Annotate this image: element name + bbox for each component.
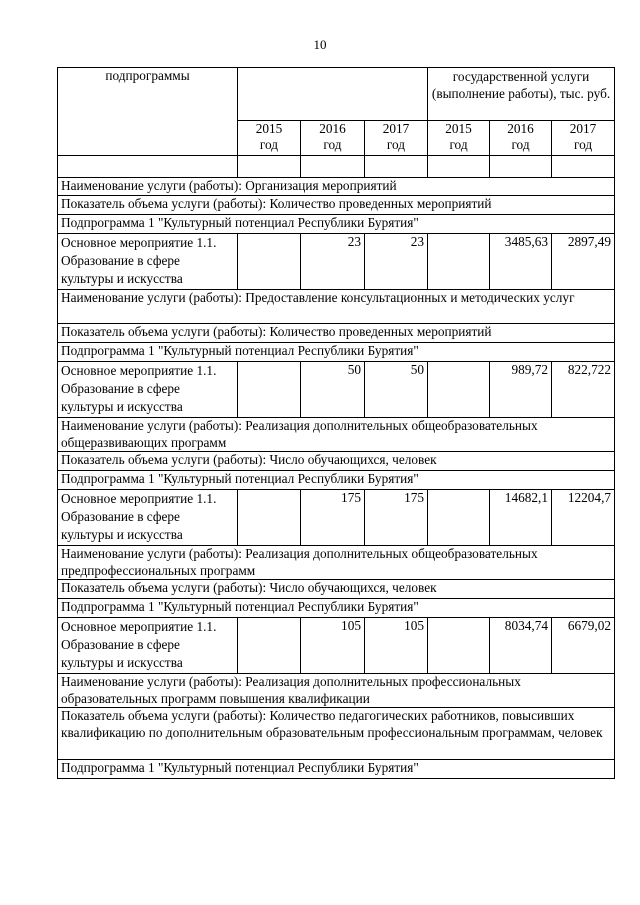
value-cell [238,490,301,546]
empty-cell [58,156,238,178]
volume-indicator-text: Показатель объема услуги (работы): Число обучающихся, человек [58,452,615,471]
empty-cell [428,156,490,178]
service-name-text: Наименование услуги (работы): Реализация дополнительных профессиональных образовательных программ повышения квалификации [58,674,615,708]
year-cell: 2016 год [301,121,365,156]
value-cell: 23 [301,234,365,290]
value-cell: 175 [365,490,428,546]
header-name-cell: подпрограммы [58,68,238,156]
value-cell [428,490,490,546]
subprogram-row [58,760,615,779]
value-cell: 14682,1 [490,490,552,546]
header-volume-cell [238,68,428,121]
volume-indicator-text: Показатель объема услуги (работы): Число обучающихся, человек [58,580,615,599]
volume-indicator-text: Показатель объема услуги (работы): Количество проведенных мероприятий [58,324,615,343]
service-name-text: Наименование услуги (работы): Предоставление консультационных и методических услуг [58,290,615,324]
subprogram-text: Подпрограмма 1 "Культурный потенциал Республики Бурятия" [58,471,615,490]
value-cell: 2897,49 [552,234,615,290]
value-cell [238,362,301,418]
service-name-row [58,418,615,452]
activity-name: Основное мероприятие 1.1. Образование в сфере культуры и искусства [58,618,238,674]
volume-indicator-row [58,452,615,471]
value-cell: 6679,02 [552,618,615,674]
volume-indicator-row [58,580,615,599]
volume-indicator-text: Показатель объема услуги (работы): Количество педагогических работников, повысивших квалификацию по дополнительным образовательным профессиональным программам, человек [58,708,615,760]
value-cell: 105 [365,618,428,674]
value-cell: 12204,7 [552,490,615,546]
activity-row [58,362,615,418]
activity-row [58,234,615,290]
year-cell: 2015 год [428,121,490,156]
subprogram-text: Подпрограмма 1 "Культурный потенциал Республики Бурятия" [58,215,615,234]
value-cell [428,618,490,674]
value-cell: 822,722 [552,362,615,418]
empty-cell [238,156,301,178]
value-cell: 8034,74 [490,618,552,674]
volume-indicator-row [58,324,615,343]
value-cell: 50 [301,362,365,418]
activity-name: Основное мероприятие 1.1. Образование в сфере культуры и искусства [58,490,238,546]
value-cell: 989,72 [490,362,552,418]
year-cell: 2017 год [365,121,428,156]
activity-row [58,618,615,674]
service-name-row [58,546,615,580]
empty-cell [301,156,365,178]
year-cell: 2017 год [552,121,615,156]
subprogram-row [58,599,615,618]
year-cell: 2016 год [490,121,552,156]
empty-cell [365,156,428,178]
service-name-text: Наименование услуги (работы): Организация мероприятий [58,178,615,196]
activity-name: Основное мероприятие 1.1. Образование в сфере культуры и искусства [58,234,238,290]
subprogram-row [58,215,615,234]
value-cell: 3485,63 [490,234,552,290]
empty-row [58,156,615,178]
subprogram-text: Подпрограмма 1 "Культурный потенциал Республики Бурятия" [58,760,615,779]
value-cell: 175 [301,490,365,546]
volume-indicator-row [58,196,615,215]
activity-row [58,490,615,546]
value-cell: 23 [365,234,428,290]
value-cell [238,618,301,674]
header-row [58,68,615,121]
activity-name: Основное мероприятие 1.1. Образование в сфере культуры и искусства [58,362,238,418]
service-name-row [58,178,615,196]
service-name-text: Наименование услуги (работы): Реализация дополнительных общеобразовательных предпрофессиональных программ [58,546,615,580]
volume-indicator-row [58,708,615,760]
header-money-cell: государственной услуги (выполнение работы), тыс. руб. [428,68,615,121]
subprogram-row [58,471,615,490]
year-cell: 2015 год [238,121,301,156]
subprogram-text: Подпрограмма 1 "Культурный потенциал Республики Бурятия" [58,599,615,618]
volume-indicator-text: Показатель объема услуги (работы): Количество проведенных мероприятий [58,196,615,215]
state-assignment-table [57,67,615,779]
service-name-row [58,290,615,324]
service-name-text: Наименование услуги (работы): Реализация дополнительных общеобразовательных общеразвивающих программ [58,418,615,452]
page-number: 10 [313,37,327,52]
empty-cell [552,156,615,178]
value-cell [238,234,301,290]
subprogram-text: Подпрограмма 1 "Культурный потенциал Республики Бурятия" [58,343,615,362]
service-name-row [58,674,615,708]
value-cell [428,362,490,418]
value-cell [428,234,490,290]
subprogram-row [58,343,615,362]
empty-cell [490,156,552,178]
value-cell: 50 [365,362,428,418]
value-cell: 105 [301,618,365,674]
